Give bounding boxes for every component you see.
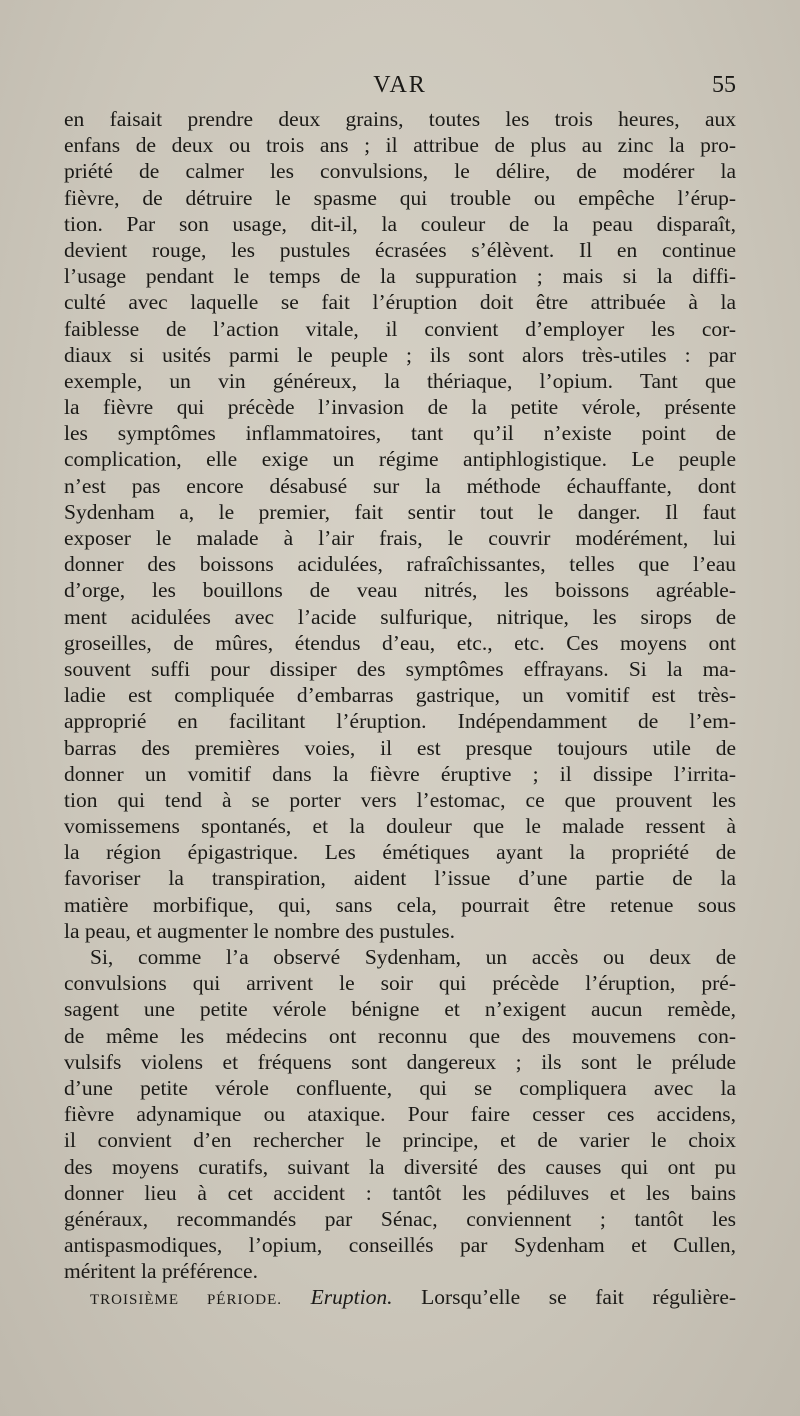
text-line: barras des premières voies, il est presque toujours utile de [64,735,736,760]
text-line: fièvre, de détruire le spasme qui trouble ou empêche l’érup- [64,185,736,210]
text-line: approprié en facilitant l’éruption. Indépendamment de l’em- [64,709,736,734]
text-line: donner des boissons acidulées, rafraîchissantes, telles que l’eau [64,552,736,577]
text-line: favoriser la transpiration, aident l’issue d’une partie de la [64,866,736,891]
text-line: priété de calmer les convulsions, le délire, de modérer la [64,159,736,184]
text-line: Sydenham a, le premier, fait sentir tout le danger. Il faut [64,499,736,524]
text-line: groseilles, de mûres, étendus d’eau, etc., etc. Ces moyens ont [64,630,736,655]
text-line: en faisait prendre deux grains, toutes les trois heures, aux [64,107,736,131]
text-line: l’usage pendant le temps de la suppuration ; mais si la diffi- [64,264,736,289]
text-line: faiblesse de l’action vitale, il convient d’employer les cor- [64,316,736,341]
text-line: d’une petite vérole confluente, qui se compliquera avec la [64,1075,736,1100]
text-line: n’est pas encore désabusé sur la méthode échauffante, dont [64,473,736,498]
text-line: vulsifs violens et fréquens sont dangereux ; ils sont le prélude [64,1049,736,1074]
text-line: convulsions qui arrivent le soir qui précède l’éruption, pré- [64,971,736,996]
text-line: devient rouge, les pustules écrasées s’élèvent. Il en continue [64,237,736,262]
section-heading-line [64,1284,736,1310]
text-line: antispasmodiques, l’opium, conseillés par Sydenham et Cullen, [64,1233,736,1258]
running-head: VAR [373,72,427,98]
text-line: fièvre adynamique ou ataxique. Pour faire cesser ces accidens, [64,1102,736,1127]
section-label: TROISIÈME PÉRIODE. [90,1292,283,1309]
text-line: donner lieu à cet accident : tantôt les pédiluves et les bains [64,1180,736,1205]
section-title: Eruption. [310,1285,393,1310]
text-line: enfans de deux ou trois ans ; il attribue de plus au zinc la pro- [64,133,736,158]
text-line: complication, elle exige un régime antiphlogistique. Le peuple [64,447,736,472]
paragraph-start-line: Si, comme l’a observé Sydenham, un accès ou deux de [90,945,736,969]
text-line: tion qui tend à se porter vers l’estomac, ce que prouvent les [64,787,736,812]
text-line: matière morbifique, qui, sans cela, pourrait être retenue sous [64,892,736,917]
page-number: 55 [712,72,736,98]
text-line: vomissemens spontanés, et la douleur que le malade ressent à [64,814,736,839]
text-line: il convient d’en rechercher le principe, et de varier le choix [64,1128,736,1153]
paragraph-end-line: méritent la préférence. [64,1259,258,1284]
body-text [64,106,736,1311]
text-line: sagent une petite vérole bénigne et n’exigent aucun remède, [64,997,736,1022]
text-line: culté avec laquelle se fait l’éruption doit être attribuée à la [64,290,736,315]
text-line: la région épigastrique. Les émétiques ayant la propriété de [64,840,736,865]
text-line: des moyens curatifs, suivant la diversité des causes qui ont pu [64,1154,736,1179]
text-line: les symptômes inflammatoires, tant qu’il n’existe point de [64,421,736,446]
text-line: donner un vomitif dans la fièvre éruptive ; il dissipe l’irrita- [64,761,736,786]
text-line: la fièvre qui précède l’invasion de la petite vérole, présente [64,395,736,420]
text-line: ladie est compliquée d’embarras gastrique, un vomitif est très- [64,683,736,708]
text-line: exposer le malade à l’air frais, le couvrir modérément, lui [64,526,736,550]
text-line: d’orge, les bouillons de veau nitrés, les boissons agréable- [64,578,736,603]
text-line: souvent suffi pour dissiper des symptômes effrayans. Si la ma- [64,656,736,681]
paragraph-end-line: la peau, et augmenter le nombre des pustules. [64,918,456,943]
text-line: diaux si usités parmi le peuple ; ils sont alors très-utiles : par [64,342,736,367]
section-text: Lorsqu’elle se fait régulière- [421,1285,737,1310]
text-line: exemple, un vin généreux, la thériaque, l’opium. Tant que [64,368,736,393]
text-line: ment acidulées avec l’acide sulfurique, nitrique, les sirops de [64,604,736,629]
text-line: tion. Par son usage, dit-il, la couleur de la peau disparaît, [64,211,736,236]
text-line: généraux, recommandés par Sénac, conviennent ; tantôt les [64,1206,736,1231]
text-line: de même les médecins ont reconnu que des mouvemens con- [64,1023,736,1048]
page-header [64,70,736,104]
